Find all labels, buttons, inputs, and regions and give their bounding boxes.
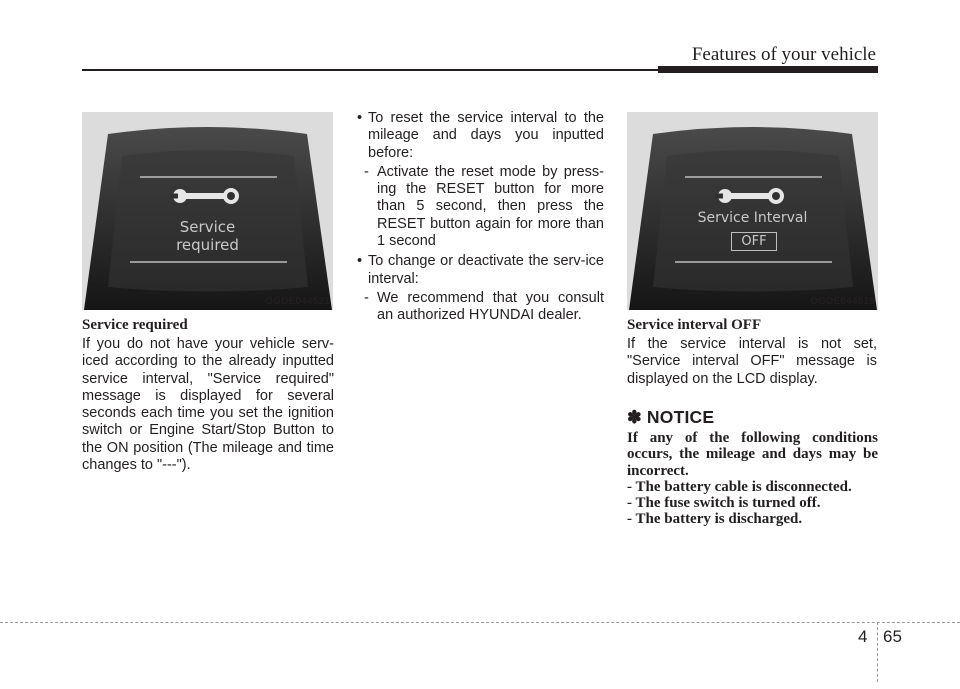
cluster-display-illustration [82,112,333,310]
footer-rule [0,622,960,623]
instruction-list [354,110,604,325]
dash-icon: - [364,163,369,180]
section-heading-service-required: Service required [82,317,188,333]
wrench-icon [715,186,787,206]
header-rule-accent [658,66,878,73]
footer-divider [877,622,878,682]
lcd-line-1: Service Interval [697,210,808,226]
list-item-text: To reset the service interval to the mileage and days you inputted before: [368,110,604,161]
notice-title: ✽ NOTICE [627,407,715,427]
notice-intro: If any of the following conditions occurs, the mileage and days may be incorrect. [627,430,878,479]
notice-item: - The battery cable is disconnected. [627,478,852,495]
list-subitem-text: We recommend that you consult an authorized HYUNDAI dealer. [377,289,604,324]
paragraph-service-required: If you do not have your vehicle serv-iced according to the already inputted service interval, "Service required" message is displayed for several seconds each time you set the ignition switch or Engine Start/Stop Button to the ON position (The mileage and time changes to "---"). [82,336,334,474]
list-item-text: To change or deactivate the serv-ice interval: [368,253,604,287]
notice-body [627,430,878,528]
dash-icon: - [364,289,369,306]
lcd-line-2: required [176,236,239,254]
header-rule [82,69,660,71]
lcd-off-box: OFF [731,232,777,251]
figure-service-interval-off [627,112,878,310]
list-subitem-text: Activate the reset mode by press-ing the RESET button for more than 5 second, then press the RESET button again for more than 1 second [377,163,604,250]
notice-item: - The fuse switch is turned off. [627,495,821,512]
list-subitem [354,164,604,250]
wrench-icon [170,186,242,206]
lcd-line-1: Service [179,218,236,236]
bullet-icon: • [357,110,363,126]
list-item [354,253,604,288]
list-subitem [354,290,604,325]
notice-item: - The battery is discharged. [627,511,803,528]
page-number: 65 [883,627,902,646]
running-header: Features of your vehicle [691,44,876,65]
bullet-icon: • [357,253,363,270]
paragraph-service-interval-off: If the service interval is not set, "Service interval OFF" message is displayed on the LCD display. [627,336,877,387]
figure-code: OGDE044519 [810,296,875,307]
section-heading-service-interval-off: Service interval OFF [627,317,762,333]
figure-service-required [82,112,333,310]
chapter-number: 4 [858,627,868,646]
figure-code: OGDE044521 [265,296,330,307]
list-item [354,110,604,162]
